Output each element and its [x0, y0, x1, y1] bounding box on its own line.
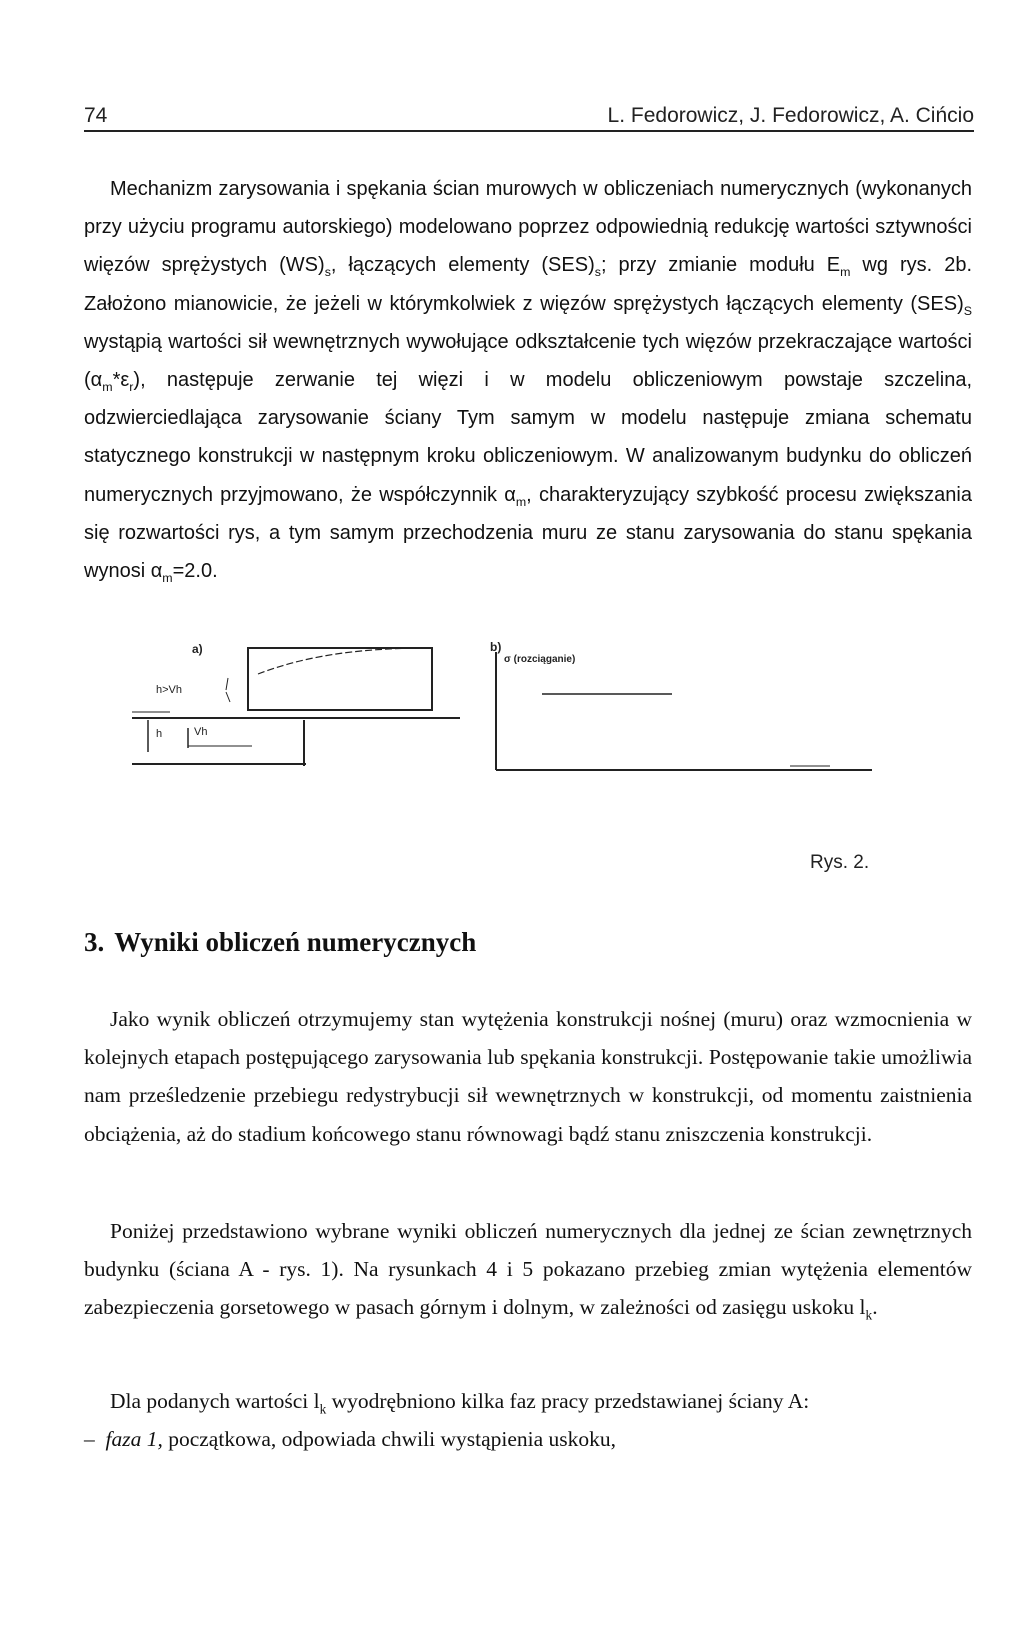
- subscript: m: [840, 265, 851, 280]
- figure-label-b: b): [490, 640, 502, 654]
- text-run: =2.0.: [172, 560, 218, 583]
- text-run: .: [872, 1295, 878, 1320]
- subscript: s: [594, 265, 601, 280]
- text-run: Dla podanych wartości l: [110, 1389, 320, 1413]
- panel-b-drawing: [496, 652, 872, 770]
- subscript: S: [963, 303, 972, 318]
- text-run: wystąpią wartości sił wewnętrznych wywołujące odkształcenie tych więzów przekraczające wartości (α: [84, 330, 972, 392]
- running-header-authors: L. Fedorowicz, J. Fedorowicz, A. Cińcio: [607, 104, 974, 127]
- list-item-phase-1: [84, 1420, 972, 1458]
- label-h-gt-vh: h>Vh: [156, 684, 182, 696]
- section-heading: [84, 927, 476, 958]
- subscript: k: [319, 1401, 327, 1417]
- text-run: wg rys. 2b. Założono mianowicie, że jeżeli w którymkolwiek z więzów sprężystych łączących elementy (SES): [84, 254, 973, 315]
- paragraph-phases-intro: [84, 1382, 972, 1420]
- subscript: r: [129, 380, 134, 395]
- figure-2-drawing: [130, 640, 930, 860]
- list-dash: –: [84, 1427, 95, 1451]
- subscript: k: [865, 1307, 873, 1323]
- subscript: s: [324, 265, 331, 280]
- text-run: ), następuje zerwanie tej więzi i w modelu obliczeniowym powstaje szczelina, odzwierciedlająca zarysowanie ściany Tym samym w modelu następuje zmiana schematu statycznego konstrukcji w następnym kroku obliczeniowym. W analizowanym budynku do obliczeń numerycznych przyjmowano, że współczynnik α: [84, 369, 972, 506]
- page-number: 74: [84, 104, 108, 127]
- text-run: , charakteryzujący szybkość procesu zwiększania się rozwartości rys, a tym samym przechodzenia muru ze stanu zarysowania do stanu spękania wynosi α: [84, 483, 972, 583]
- phase-name: faza 1,: [105, 1427, 163, 1451]
- text-run: *ε: [112, 369, 130, 392]
- section-number: 3.: [84, 927, 105, 957]
- panel-a-tick: [226, 678, 228, 690]
- panel-a-deflection-curve: [258, 648, 430, 674]
- text-run: Mechanizm zarysowania i spękania ścian murowych w obliczeniach numerycznych (wykonanych przy użyciu programu autorskiego) modelowano poprzez odpowiednią redukcję wartości sztywności więzów sprężystych (WS): [84, 178, 972, 277]
- text-run: ; przy zmianie modułu E: [600, 254, 841, 277]
- section-title: Wyniki obliczeń numerycznych: [114, 927, 477, 957]
- subscript: m: [162, 571, 173, 586]
- paragraph-selected-results: [84, 1212, 972, 1327]
- figure-caption: Rys. 2.: [810, 852, 870, 873]
- paragraph-mechanism: [84, 170, 972, 590]
- subscript: m: [102, 380, 113, 395]
- text-run: początkowa, odpowiada chwili wystąpienia uskoku,: [162, 1427, 617, 1451]
- label-h: h: [156, 728, 163, 740]
- subscript: m: [515, 494, 527, 509]
- text-run: wyodrębniono kilka faz pracy przedstawianej ściany A:: [326, 1389, 810, 1413]
- text-run: , łączących elementy (SES): [330, 254, 595, 277]
- paragraph-results: Jako wynik obliczeń otrzymujemy stan wytężenia konstrukcji nośnej (muru) oraz wzmocnienia w kolejnych etapach postępującego zarysowania lub spękania konstrukcji. Postępowanie takie umożliwia nam prześledzenie przebiegu redystrybucji sił wewnętrznych w konstrukcji, od momentu zaistnienia obciążenia, aż do stadium końcowego stanu równowagi bądź stanu zniszczenia konstrukcji.: [84, 1007, 972, 1146]
- panel-a-drawing: [132, 648, 460, 766]
- figure-label-a: a): [192, 642, 203, 656]
- figure-2: [130, 640, 930, 860]
- label-sigma-tension: σ (rozciąganie): [504, 654, 576, 665]
- label-vh: Vh: [194, 726, 208, 738]
- panel-a-tick: [226, 692, 230, 702]
- header-rule: [84, 130, 974, 132]
- panel-a-upper-block: [248, 648, 432, 710]
- text-run: Poniżej przedstawiono wybrane wyniki obliczeń numerycznych dla jednej ze ścian zewnętrznych budynku (ściana A - rys. 1). Na rysunkach 4 i 5 pokazano przebieg zmian wytężenia elementów zabezpieczenia gorsetowego w pasach górnym i dolnym, w zależności od zasięgu uskoku l: [84, 1219, 972, 1320]
